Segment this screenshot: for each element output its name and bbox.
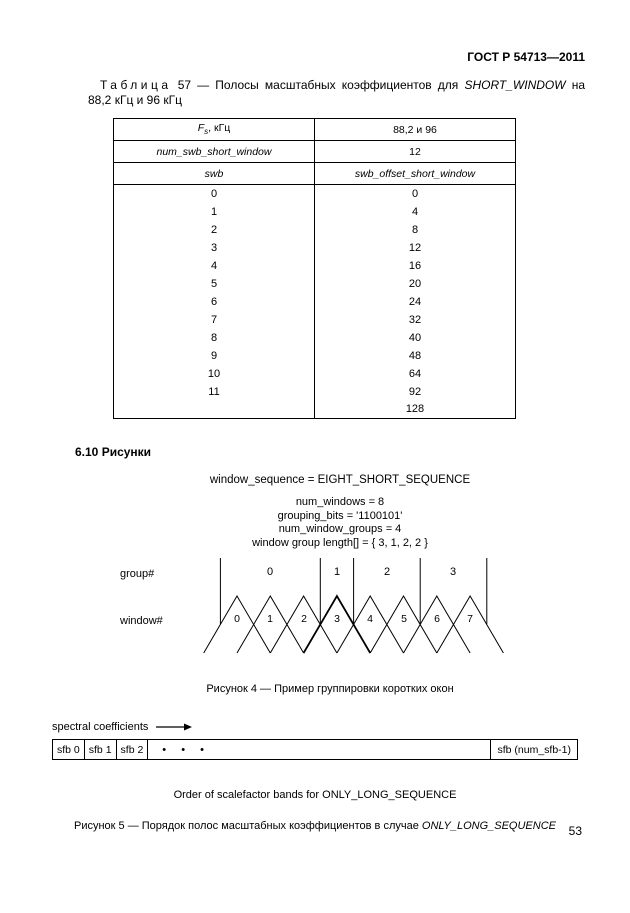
table-row	[114, 203, 516, 221]
swb-cell: 10	[114, 365, 315, 383]
table-row	[114, 311, 516, 329]
figure4-param: num_windows = 8	[295, 496, 385, 508]
table-row	[114, 383, 516, 401]
window-grouping-drawing	[120, 558, 580, 658]
offset-cell: 128	[405, 403, 425, 416]
table-row	[114, 365, 516, 383]
table-caption-word: Таблица	[100, 78, 172, 92]
fs-value-cell: 88,2 и 96	[315, 119, 516, 141]
window-number: 2	[301, 613, 307, 625]
spectral-coefficients-label-row	[52, 720, 578, 734]
table-row	[114, 293, 516, 311]
swb-column-header: swb	[114, 163, 315, 185]
table-row	[114, 257, 516, 275]
window-number: 6	[434, 613, 440, 625]
table-caption	[88, 78, 585, 93]
offset-cell: 40	[408, 331, 422, 344]
sfb-ellipsis: • • •	[148, 740, 491, 759]
num-swb-value-cell: 12	[315, 141, 516, 163]
table-row	[114, 347, 516, 365]
swb-cell: 2	[114, 221, 315, 239]
fs-symbol: F	[197, 122, 205, 135]
figure4-param: window group length[] = { 3, 1, 2, 2 }	[252, 536, 428, 549]
table-row	[114, 329, 516, 347]
scalefactor-band-bar	[52, 739, 578, 760]
figure5-caption-term: ONLY_LONG_SEQUENCE	[421, 820, 556, 832]
document-header: ГОСТ Р 54713—2011	[467, 50, 585, 64]
figure4-title: window_sequence = EIGHT_SHORT_SEQUENCE	[209, 474, 471, 486]
offset-cell: 64	[408, 367, 422, 380]
table-caption-tail: на	[565, 78, 585, 92]
swb-cell: 7	[114, 311, 315, 329]
window-number: 1	[267, 613, 273, 625]
figure5-order-text: Order of scalefactor bands for ONLY_LONG_SEQUENCE	[173, 789, 457, 801]
spectral-coefficients-label: spectral coefficients	[52, 721, 149, 733]
sfb-cell: sfb 1	[85, 740, 117, 759]
figure4-text-block	[100, 473, 580, 550]
figure5-block	[52, 720, 578, 833]
num-swb-label-cell: num_swb_short_window	[114, 141, 315, 163]
offset-cell: 24	[408, 295, 422, 308]
swb-cell: 5	[114, 275, 315, 293]
table-header-row	[114, 163, 516, 185]
table-caption-line2: 88,2 кГц и 96 кГц	[88, 93, 182, 107]
figure5-caption-text: Рисунок 5 — Порядок полос масштабных коэффициентов в случае	[74, 820, 422, 832]
offset-cell: 4	[411, 205, 419, 218]
table-row	[114, 275, 516, 293]
offset-cell: 16	[408, 259, 422, 272]
window-number: 3	[334, 613, 340, 625]
window-number: 4	[367, 613, 373, 625]
offset-cell: 8	[411, 223, 419, 236]
swb-cell: 1	[114, 203, 315, 221]
sfb-cell: sfb 0	[53, 740, 85, 759]
group-number: 1	[333, 566, 341, 578]
table-row	[114, 185, 516, 203]
table-header-row	[114, 141, 516, 163]
figure4-param: grouping_bits = '1100101'	[277, 509, 403, 522]
table-row	[114, 401, 516, 419]
sfb-last-cell: sfb (num_sfb-1)	[497, 743, 571, 756]
page-number: 53	[568, 824, 582, 838]
offset-cell: 12	[408, 241, 422, 254]
swb-cell	[114, 401, 315, 419]
group-number: 3	[449, 566, 457, 578]
table-row	[114, 221, 516, 239]
offset-cell: 20	[408, 277, 422, 290]
table-header-row	[114, 119, 516, 141]
group-number: 2	[383, 566, 391, 578]
figure4-params	[100, 496, 580, 550]
fs-label-cell	[114, 119, 315, 141]
offset-column-header: swb_offset_short_window	[315, 163, 516, 185]
window-number: 5	[401, 613, 407, 625]
scalefactor-band-table	[113, 118, 516, 419]
swb-cell: 0	[114, 185, 315, 203]
swb-cell: 8	[114, 329, 315, 347]
fs-unit: , кГц	[208, 122, 231, 135]
figure4-diagram	[120, 558, 580, 658]
swb-cell: 3	[114, 239, 315, 257]
group-axis-label: group#	[120, 568, 155, 580]
sfb-cell: sfb 2	[117, 740, 149, 759]
right-arrow-icon	[156, 723, 192, 731]
window-number: 7	[467, 613, 473, 625]
offset-cell: 32	[408, 313, 422, 326]
offset-cell: 92	[408, 385, 422, 398]
figure5-caption	[52, 819, 578, 833]
figure4-caption: Рисунок 4 — Пример группировки коротких окон	[206, 683, 454, 695]
fs-subscript: s	[204, 127, 209, 137]
swb-cell: 11	[114, 383, 315, 401]
table-row	[114, 239, 516, 257]
offset-cell: 48	[408, 349, 422, 362]
figure4-param: num_window_groups = 4	[278, 523, 402, 535]
table-caption-term: SHORT_WINDOW	[464, 78, 566, 92]
window-number: 0	[234, 613, 240, 625]
group-number: 0	[266, 566, 274, 578]
table-caption-text: 57 — Полосы масштабных коэффициентов для	[171, 78, 465, 92]
swb-cell: 4	[114, 257, 315, 275]
swb-cell: 9	[114, 347, 315, 365]
swb-cell: 6	[114, 293, 315, 311]
offset-cell: 0	[411, 187, 419, 200]
section-heading: 6.10 Рисунки	[75, 445, 152, 459]
window-axis-label: window#	[120, 615, 163, 627]
